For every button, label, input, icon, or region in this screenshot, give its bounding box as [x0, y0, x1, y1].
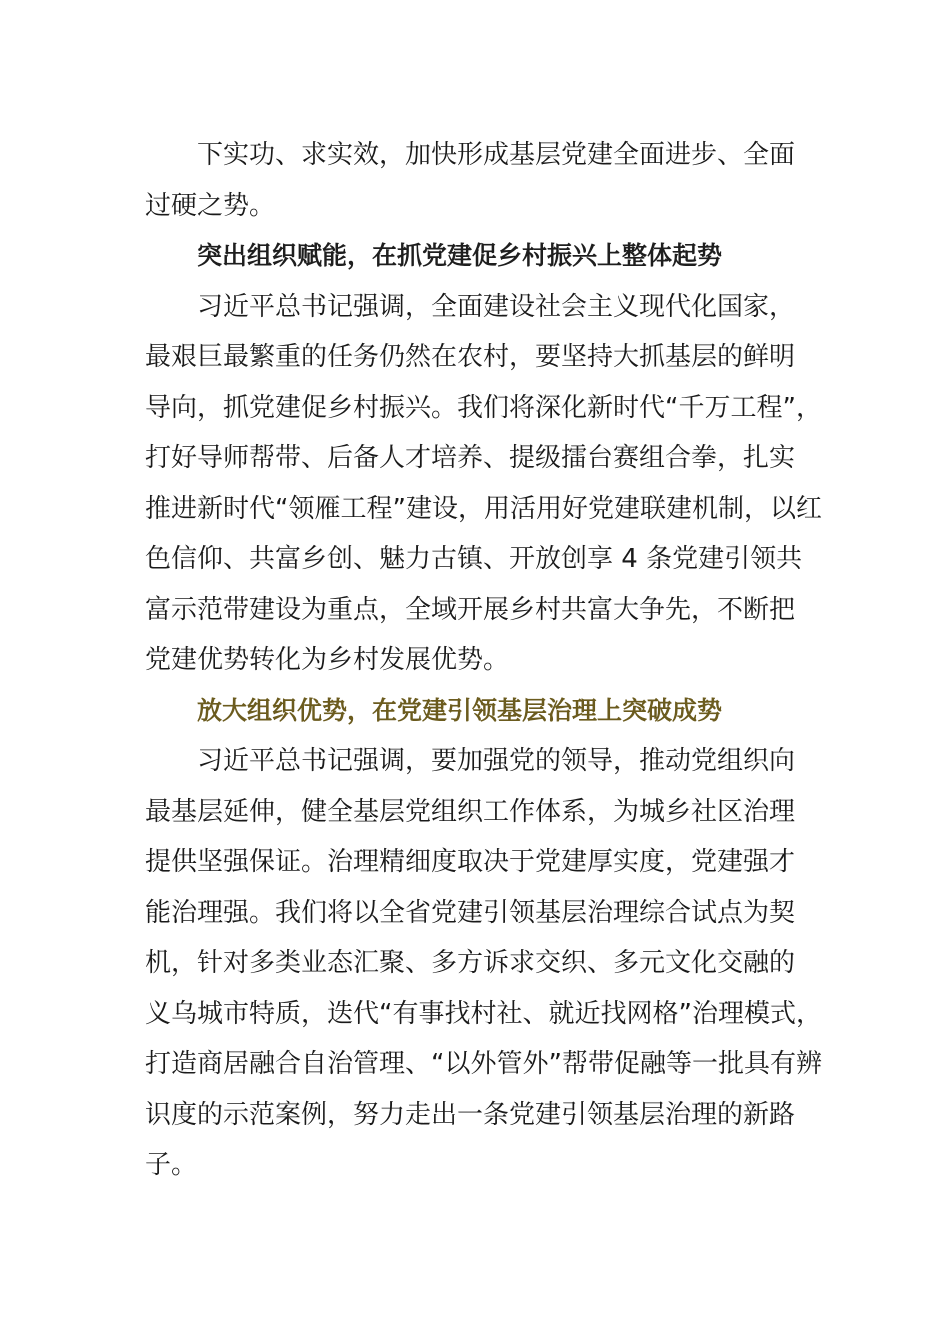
text-line: 机，针对多类业态汇聚、多方诉求交织、多元文化交融的 — [145, 948, 796, 978]
document-page — [145, 130, 822, 1191]
text-line: 党建优势转化为乡村发展优势。 — [145, 645, 510, 675]
text-line: 色信仰、共富乡创、魅力古镇、开放创享 4 条党建引领共 — [145, 544, 803, 574]
text-line: 富示范带建设为重点，全域开展乡村共富大争先，不断把 — [145, 594, 796, 625]
section-heading-2: 放大组织优势，在党建引领基层治理上突破成势 — [197, 695, 723, 725]
text-line: 推进新时代“领雁工程”建设，用活用好党建联建机制，以红 — [145, 493, 822, 524]
text-line: 义乌城市特质，迭代“有事找村社、就近找网格”治理模式， — [145, 998, 822, 1029]
text-line: 最艰巨最繁重的任务仍然在农村，要坚持大抓基层的鲜明 — [145, 342, 796, 372]
text-line: 最基层延伸，健全基层党组织工作体系，为城乡社区治理 — [145, 796, 796, 827]
text-line: 导向，抓党建促乡村振兴。我们将深化新时代“千万工程”， — [145, 392, 822, 423]
paragraph-intro — [145, 130, 805, 231]
text-line: 能治理强。我们将以全省党建引领基层治理综合试点为契 — [145, 897, 796, 928]
text-line: 打好导师帮带、后备人才培养、提级擂台赛组合拳，扎实 — [145, 443, 796, 473]
text-line: 识度的示范案例，努力走出一条党建引领基层治理的新路 — [145, 1099, 796, 1130]
text-line: 打造商居融合自治管理、“以外管外”帮带促融等一批具有辨 — [145, 1049, 822, 1079]
paragraph-2 — [145, 736, 822, 1191]
section-heading-1: 突出组织赋能，在抓党建促乡村振兴上整体起势 — [197, 241, 723, 270]
text-line: 子。 — [145, 1150, 198, 1180]
paragraph-1 — [145, 282, 822, 686]
text-line: 提供坚强保证。治理精细度取决于党建厚实度，党建强才 — [145, 847, 796, 877]
text-line: 习近平总书记强调，要加强党的领导，推动党组织向 — [197, 746, 796, 776]
text-line: 下实功、求实效，加快形成基层党建全面进步、全面 — [197, 140, 796, 170]
text-line: 习近平总书记强调，全面建设社会主义现代化国家， — [197, 291, 796, 322]
text-line: 过硬之势。 — [145, 190, 276, 221]
